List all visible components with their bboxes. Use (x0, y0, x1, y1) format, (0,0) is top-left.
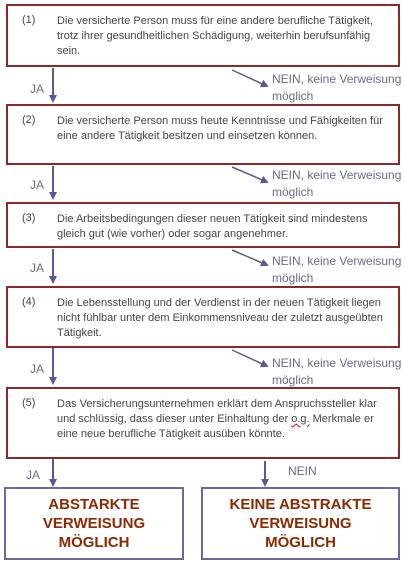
step-box-3 (6, 202, 400, 248)
ja-label-4: JA (30, 362, 45, 376)
nein-label-1: NEIN, keine Verweisung möglich (272, 72, 402, 103)
step-box-1 (6, 4, 400, 67)
result-box-no-abstract: KEINE ABSTRAKTE VERWEISUNG MÖGLICH (201, 487, 400, 560)
step-box-2 (6, 104, 400, 165)
nein-arrow-2 (232, 167, 267, 182)
step-text (57, 397, 388, 442)
nein-label-3: NEIN, keine Verweisung möglich (272, 254, 402, 285)
nein-label-4: NEIN, keine Verweisung möglich (272, 356, 402, 387)
step-text: Die Lebensstellung und der Verdienst in der neuen Tätigkeit liegen nicht fühlbar unter dem Einkommensniveau der zuletzt ausgeübten Tätigkeit. (57, 297, 383, 339)
step-text-part: Das Versicherungsunternehmen erklärt dem Anspruchssteller klar und schlüssig, dass dieser unter Einhaltung der (57, 398, 377, 425)
step-number: (2) (22, 114, 36, 126)
nein-arrow-3 (232, 250, 267, 265)
step-text: Die versicherte Person muss für eine andere berufliche Tätigkeit, trotz ihrer gesundheitlichen Schädigung, weiterhin berufsunfähig sein. (57, 15, 373, 57)
nein-arrow-1 (232, 70, 267, 86)
result-box-abstract-possible: ABSTARKTE VERWEISUNG MÖGLICH (4, 487, 184, 560)
nein-label-final: NEIN (288, 464, 317, 478)
step-text: Die Arbeitsbedingungen dieser neuen Tätigkeit sind mindestens gleich gut (wie vorher) oder sogar angenehmer. (57, 213, 368, 240)
ja-label-5: JA (26, 468, 41, 482)
step-box-4 (6, 286, 400, 348)
step-text-underlined: o.g. (291, 413, 310, 425)
step-text: Die versicherte Person muss heute Kenntnisse und Fähigkeiten für eine andere Tätigkeit besitzen und einsetzen können. (57, 115, 383, 142)
nein-arrow-4 (232, 350, 267, 366)
ja-label-3: JA (30, 261, 45, 275)
step-number: (5) (22, 397, 36, 409)
step-text-part: Merkmale er eine neue berufliche Tätigkeit ausüben könnte. (57, 413, 374, 440)
step-box-5 (6, 387, 400, 459)
ja-label-1: JA (30, 82, 45, 96)
step-number: (3) (22, 212, 36, 224)
step-number: (4) (22, 296, 36, 308)
ja-label-2: JA (30, 178, 45, 192)
nein-label-2: NEIN, keine Verweisung möglich (272, 168, 402, 199)
step-number: (1) (22, 14, 36, 26)
